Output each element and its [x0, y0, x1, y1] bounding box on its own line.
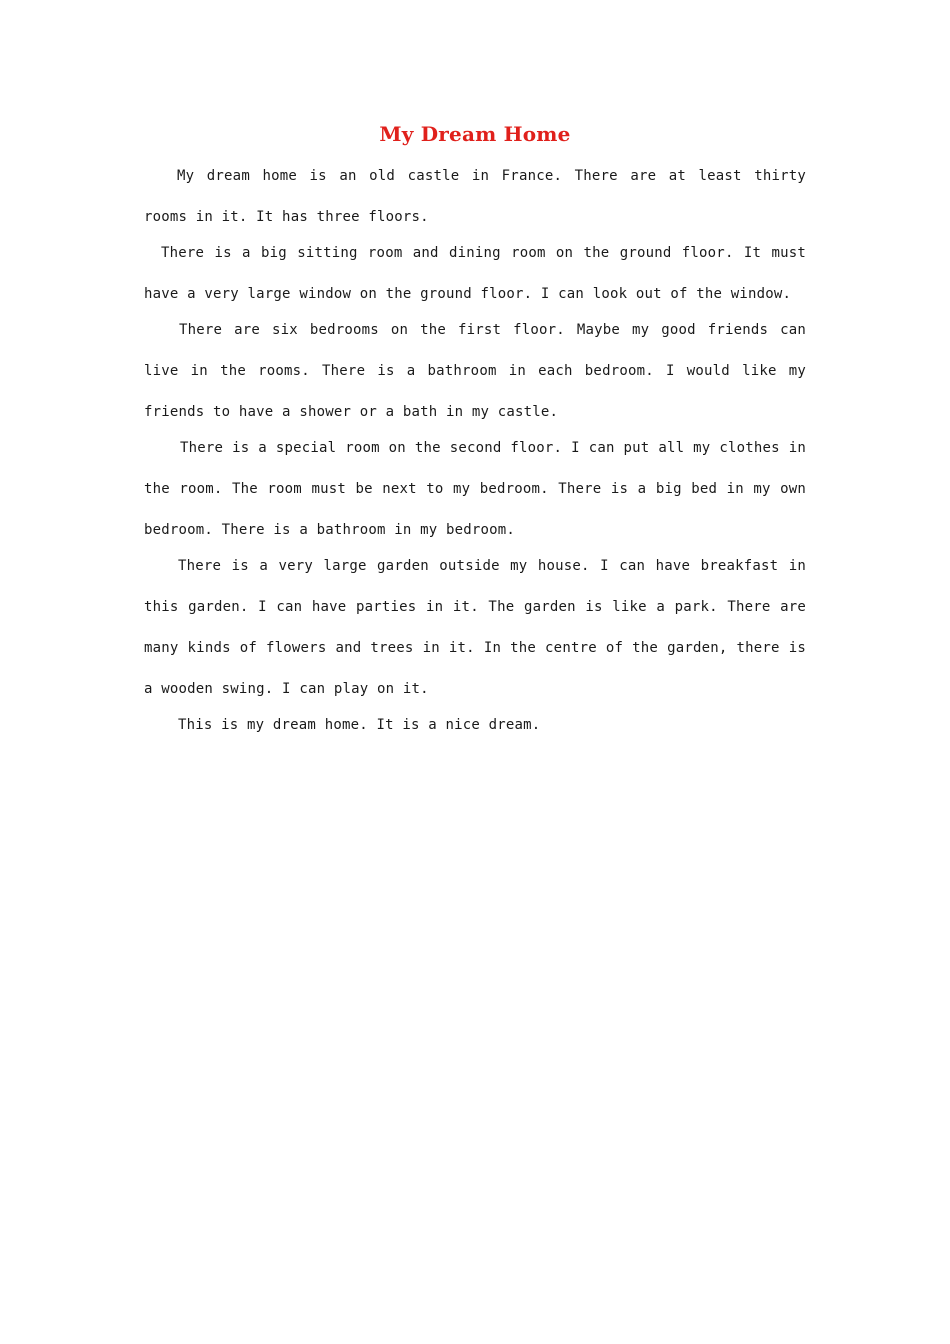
page-title: My Dream Home — [379, 122, 571, 146]
paragraph-4: There is a special room on the second floor. I can put all my clothes in the room. The room must be next to my bedroom. There is a big bed in my own bedroom. There is a bathroom in my bedroom. — [144, 440, 806, 538]
essay-body — [144, 156, 806, 741]
paragraph-1: My dream home is an old castle in France. There are at least thirty rooms in it. It has three floors. — [144, 168, 806, 225]
paragraph-3: There are six bedrooms on the first floor. Maybe my good friends can live in the rooms. There is a bathroom in each bedroom. I would like my friends to have a shower or a bath in my castle. — [144, 322, 806, 420]
paragraph-6: This is my dream home. It is a nice dream. — [178, 717, 541, 733]
paragraph-5: There is a very large garden outside my house. I can have breakfast in this garden. I can have parties in it. The garden is like a park. There are many kinds of flowers and trees in it. In the centre of the garden, there is a wooden swing. I can play on it. — [144, 558, 806, 697]
paragraph-2: There is a big sitting room and dining room on the ground floor. It must have a very large window on the ground floor. I can look out of the window. — [144, 245, 806, 302]
